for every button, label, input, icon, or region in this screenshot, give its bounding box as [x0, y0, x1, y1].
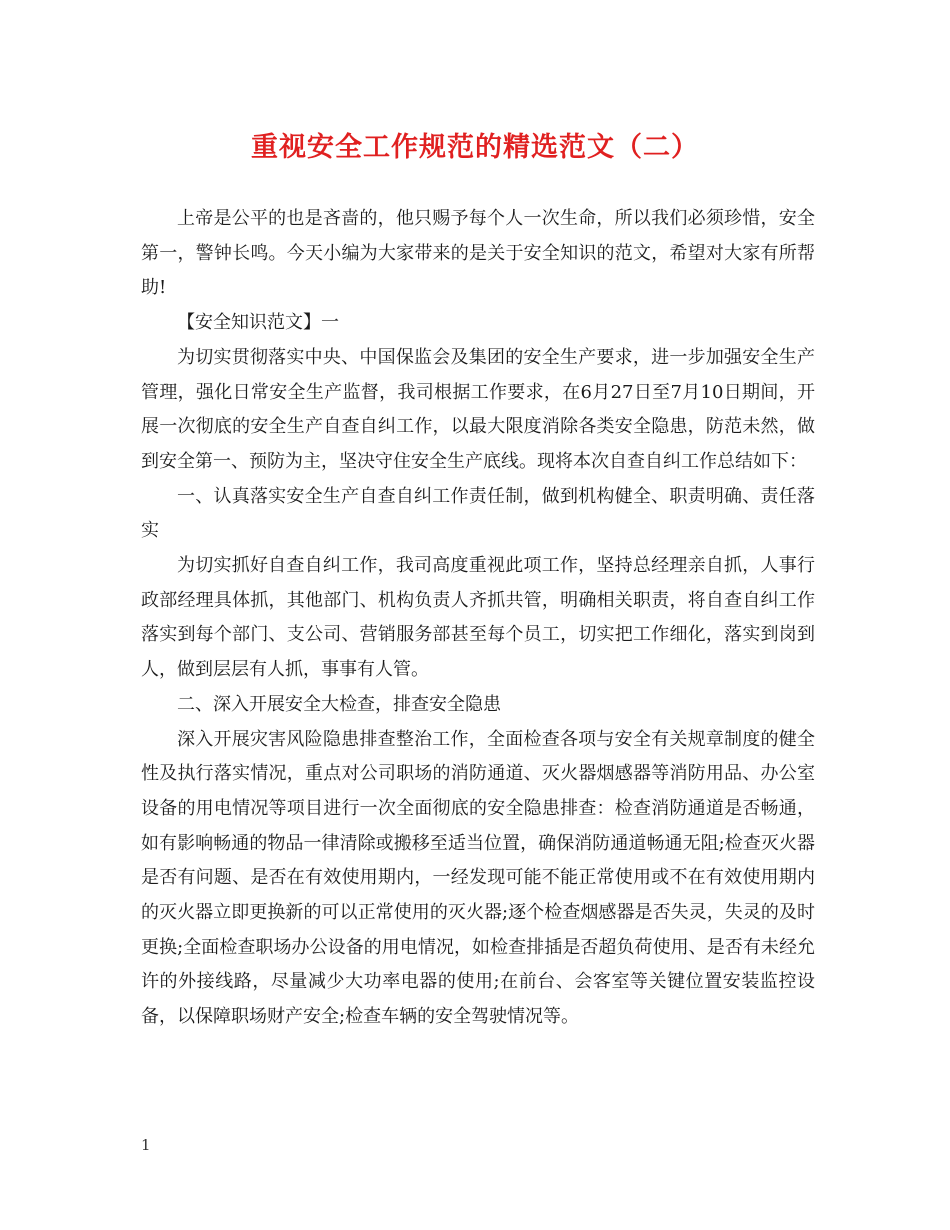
paragraph-inspection: 深入开展灾害风险隐患排查整治工作，全面检查各项与安全有关规章制度的健全性及执行落实情况，重点对公司职场的消防通道、灭火器烟感器等消防用品、办公室设备的用电情况等项目进行一次全面彻底的安全隐患排查：检查消防通道是否畅通，如有影响畅通的物品一律清除或搬移至适当位置，确保消防通道畅通无阻;检查灭火器是否有问题、是否在有效使用期内，一经发现可能不能正常使用或不在有效使用期内的灭火器立即更换新的可以正常使用的灭火器;逐个检查烟感器是否失灵，失灵的及时更换;全面检查职场办公设备的用电情况，如检查排插是否超负荷使用、是否有未经允许的外接线路，尽量减少大功率电器的使用;在前台、会客室等关键位置安装监控设备，以保障职场财产安全;检查车辆的安全驾驶情况等。	[141, 728, 815, 1028]
page-number: 1	[141, 1136, 151, 1154]
paragraph-intro: 上帝是公平的也是吝啬的，他只赐予每个人一次生命，所以我们必须珍惜，安全第一，警钟长鸣。今天小编为大家带来的是关于安全知识的范文，希望对大家有所帮助!	[141, 208, 815, 299]
paragraph-overview: 为切实贯彻落实中央、中国保监会及集团的安全生产要求，进一步加强安全生产管理，强化日常安全生产监督，我司根据工作要求，在6月27日至7月10日期间，开展一次彻底的安全生产自查自纠工作，以最大限度消除各类安全隐患，防范未然，做到安全第一、预防为主，坚决守住安全生产底线。现将本次自查自纠工作总结如下：	[141, 346, 815, 472]
paragraph-responsibility: 为切实抓好自查自纠工作，我司高度重视此项工作，坚持总经理亲自抓，人事行政部经理具体抓，其他部门、机构负责人齐抓共管，明确相关职责，将自查自纠工作落实到每个部门、支公司、营销服务部甚至每个员工，切实把工作细化，落实到岗到人，做到层层有人抓，事事有人管。	[141, 555, 815, 681]
heading-inspection: 二、深入开展安全大检查，排查安全隐患	[177, 693, 501, 715]
document-title: 重视安全工作规范的精选范文（二）	[251, 132, 699, 163]
paragraph-section-label: 【安全知识范文】一	[177, 312, 339, 334]
heading-responsibility: 一、认真落实安全生产自查自纠工作责任制，做到机构健全、职责明确、责任落实	[141, 485, 815, 542]
document-body	[141, 202, 815, 1035]
